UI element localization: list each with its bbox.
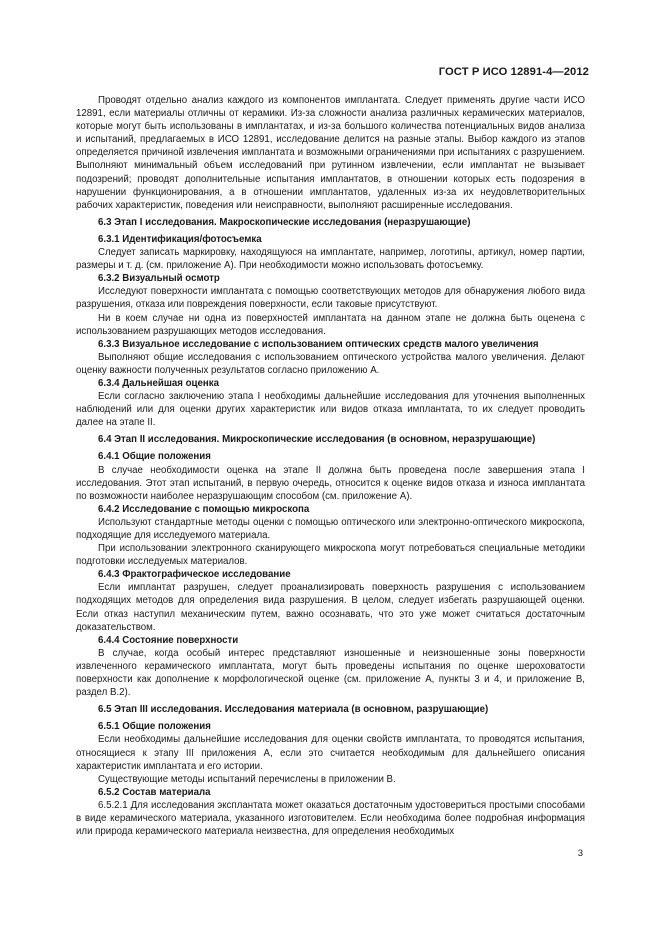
subsection-heading-6-4-2: 6.4.2 Исследование с помощью микроскопа (98, 503, 310, 515)
subsection-heading-6-4-4: 6.4.4 Состояние поверхности (98, 634, 239, 646)
paragraph-stage-3-general-1: Если необходимы дальнейшие исследования для оценки свойств имплантата, то проводятся испытания, относящиеся к этапу III приложения А, если это считается необходимым для дальнейшего описания характеристик имплантата и его истории. (76, 734, 585, 772)
subsection-heading-6-3-2: 6.3.2 Визуальный осмотр (98, 273, 220, 285)
document-body (76, 94, 585, 838)
paragraph-stage-2-general: В случае необходимости оценка на этапе II должна быть проведена после завершения этапа I исследования. Этот этап испытаний, в первую очередь, относится к оценке видов отказа и износа имплантата по возможности наиболее неразрушающим способом (см. приложение А). (76, 464, 585, 502)
section-heading-6-5: 6.5 Этап III исследования. Исследования материала (в основном, разрушающие) (98, 704, 489, 716)
subsection-heading-6-5-2: 6.5.2 Состав материала (98, 786, 211, 798)
page-header: ГОСТ Р ИСО 12891-4—2012 (438, 66, 589, 78)
paragraph-further-evaluation: Если согласно заключению этапа I необходимы дальнейшие исследования для уточнения выполненных наблюдений или для оценки других характеристик или видов отказа имплантата, то их следует проводить далее на этапе II. (76, 391, 585, 429)
paragraph-intro: Проводят отдельно анализ каждого из компонентов имплантата. Следует применять другие части ИСО 12891, если материалы отличны от керамики. Из-за сложности анализа различных керамических материалов, которые могут быть использованы в имплантатах, и из-за большого количества потенциальных видов анализа и испытаний, предлагаемых в ИСО 12891, исследование делится на разные этапы. Выбор каждого из этапов определяется причиной извлечения имплантата и возможными ограничениями при испытаниях с разрушением. Выполняют минимальный объем исследований при рутинном извлечении, если имплантат не вызывает подозрений; проводят дополнительные испытания имплантатов, в отношении которых есть подозрения в нарушении функционирования, а в отношении имплантатов, удаленных из-за их неудовлетворительных рабочих характеристик, поведения или неисправности, выполняют расширенные исследования. (76, 95, 585, 211)
subsection-heading-6-3-3: 6.3.3 Визуальное исследование с использованием оптических средств малого увеличения (98, 338, 539, 350)
paragraph-stage-3-general-2: Существующие методы испытаний перечислены в приложении В. (98, 773, 396, 785)
subsection-heading-6-4-1: 6.4.1 Общие положения (98, 451, 211, 463)
section-heading-6-4: 6.4 Этап II исследования. Микроскопические исследования (в основном, неразрушающие) (98, 434, 536, 446)
subsection-heading-6-5-1: 6.5.1 Общие положения (98, 721, 211, 733)
section-heading-6-3: 6.3 Этап I исследования. Макроскопические исследования (неразрушающие) (98, 216, 471, 228)
paragraph-microscope-2: При использовании электронного сканирующего микроскопа могут потребоваться специальные методики подготовки исследуемых материалов. (76, 543, 585, 568)
paragraph-identification: Следует записать маркировку, находящуюся на имплантате, например, логотипы, артикул, номер партии, размеры и т. д. (см. приложение А). При необходимости можно использовать фотосъемку. (76, 247, 585, 272)
subsection-heading-6-3-4: 6.3.4 Дальнейшая оценка (98, 377, 219, 389)
paragraph-fractography: Если имплантат разрушен, следует проанализировать поверхность разрушения с использованием подходящих методов для определения вида разрушения. В целом, следует избегать разрушающей оценки. Если отказ наступил механическим путем, важно осознавать, что это уже может считаться достаточным доказательством. (76, 582, 585, 633)
paragraph-material-composition: 6.5.2.1 Для исследования эксплантата может оказаться достаточным удостовериться простыми способами в виде керамического материала, указанного изготовителем. Если необходима более подробная информация или природа керамического материала неизвестна, для определения необходимых (76, 799, 585, 838)
paragraph-visual-inspection-1: Исследуют поверхности имплантата с помощью соответствующих методов для обнаружения любого вида разрушения, отказа или повреждения поверхности, если таковые присутствуют. (76, 286, 585, 311)
subsection-heading-6-4-3: 6.4.3 Фрактографическое исследование (98, 569, 291, 581)
paragraph-low-magnification: Выполняют общие исследования с использованием оптического устройства малого увеличения. Делают оценку важности полученных результатов согласно приложению А. (76, 351, 585, 376)
page-number: 3 (577, 848, 583, 859)
paragraph-surface-condition: В случае, когда особый интерес представляют изношенные и неизношенные зоны поверхности извлеченного керамического имплантата, могут быть проведены испытания по оценке шероховатости поверхности как дополнение к морфологической оценке (см. приложение А, пункты 3 и 4, и приложение В, раздел В.2). (76, 647, 585, 699)
paragraph-microscope-1: Используют стандартные методы оценки с помощью оптического или электронно-оптического микроскопа, подходящие для исследуемого материала. (76, 516, 585, 541)
paragraph-visual-inspection-2: Ни в коем случае ни одна из поверхностей имплантата на данном этапе не должна быть оценена с использованием разрушающих методов исследования. (76, 312, 585, 337)
subsection-heading-6-3-1: 6.3.1 Идентификация/фотосъемка (98, 233, 262, 245)
